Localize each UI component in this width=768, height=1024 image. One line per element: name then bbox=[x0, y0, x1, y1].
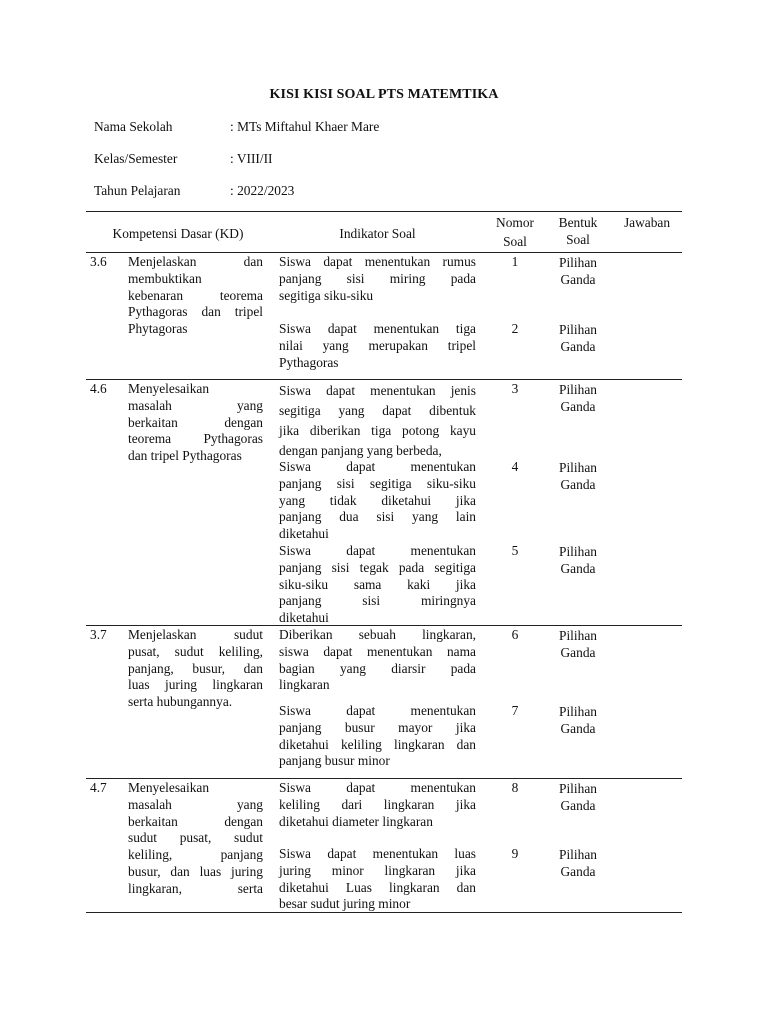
indikator-text bbox=[279, 703, 476, 770]
indikator-line: diketahui bbox=[279, 610, 329, 626]
indikator-line: panjang sisi segitiga siku-siku bbox=[279, 475, 476, 491]
indikator-line: dengan panjang yang berbeda, bbox=[279, 443, 442, 458]
bentuk-line: Pilihan bbox=[559, 382, 597, 397]
kd-line: Menjelaskan sudut bbox=[128, 627, 263, 642]
bentuk-line: Pilihan bbox=[559, 255, 597, 270]
indikator-line: juring minor lingkaran jika bbox=[279, 862, 476, 878]
indikator-line: diketahui diameter lingkaran bbox=[279, 813, 433, 829]
bentuk-line: Ganda bbox=[560, 561, 596, 576]
nomor-soal: 1 bbox=[511, 254, 519, 269]
bentuk-soal bbox=[548, 627, 608, 661]
nomor-soal: 5 bbox=[511, 543, 519, 558]
header-nomor-line2: Soal bbox=[503, 234, 527, 249]
kd-line: keliling, panjang bbox=[128, 847, 263, 863]
meta-label: Nama Sekolah bbox=[94, 119, 173, 134]
indikator-line: nilai yang merupakan tripel bbox=[279, 337, 476, 353]
nomor-soal: 8 bbox=[511, 780, 519, 795]
indikator-line: siku-siku sama kaki jika bbox=[279, 576, 476, 592]
indikator-text bbox=[279, 321, 476, 371]
indikator-line: Siswa dapat menentukan jenis bbox=[279, 383, 476, 398]
bentuk-soal bbox=[548, 543, 608, 577]
indikator-line: diketahui Luas lingkaran dan bbox=[279, 879, 476, 895]
nomor-soal: 4 bbox=[511, 459, 519, 474]
indikator-line: Siswa dapat menentukan bbox=[279, 543, 476, 558]
indikator-text bbox=[279, 459, 476, 543]
kd-line: sudut pusat, sudut bbox=[128, 830, 263, 846]
kd-line: Phytagoras bbox=[128, 321, 188, 337]
kd-line: pusat, sudut keliling, bbox=[128, 643, 263, 659]
indikator-line: Diberikan sebuah lingkaran, bbox=[279, 627, 476, 642]
nomor-soal: 7 bbox=[511, 703, 519, 718]
bentuk-line: Ganda bbox=[560, 477, 596, 492]
bentuk-line: Pilihan bbox=[559, 781, 597, 796]
kd-line: luas juring lingkaran bbox=[128, 677, 263, 693]
bentuk-line: Ganda bbox=[560, 339, 596, 354]
kd-number: 4.6 bbox=[90, 381, 107, 396]
bentuk-line: Ganda bbox=[560, 272, 596, 287]
bentuk-soal bbox=[548, 846, 608, 880]
bentuk-line: Ganda bbox=[560, 645, 596, 660]
kd-text bbox=[128, 780, 263, 898]
kd-line: Pythagoras dan tripel bbox=[128, 304, 263, 320]
indikator-text bbox=[279, 381, 476, 461]
indikator-line: Siswa dapat menentukan bbox=[279, 780, 476, 795]
bentuk-soal bbox=[548, 459, 608, 493]
bentuk-soal bbox=[548, 381, 608, 415]
bentuk-line: Pilihan bbox=[559, 322, 597, 337]
indikator-line: panjang busur minor bbox=[279, 753, 390, 769]
indikator-line: diketahui keliling lingkaran dan bbox=[279, 736, 476, 752]
bentuk-soal bbox=[548, 321, 608, 355]
kd-number: 3.6 bbox=[90, 254, 107, 269]
indikator-text bbox=[279, 254, 476, 304]
bentuk-line: Ganda bbox=[560, 864, 596, 879]
indikator-text bbox=[279, 780, 476, 830]
indikator-line: jika diberikan tiga potong kayu bbox=[279, 423, 476, 438]
indikator-line: Pythagoras bbox=[279, 354, 339, 370]
indikator-line: lingkaran bbox=[279, 677, 330, 693]
bentuk-line: Pilihan bbox=[559, 628, 597, 643]
nomor-soal: 3 bbox=[511, 381, 519, 396]
indikator-text bbox=[279, 543, 476, 627]
bentuk-line: Pilihan bbox=[559, 544, 597, 559]
kd-text bbox=[128, 381, 263, 465]
meta-label: Kelas/Semester bbox=[94, 151, 178, 166]
indikator-line: Siswa dapat menentukan bbox=[279, 459, 476, 474]
header-jawaban: Jawaban bbox=[623, 215, 671, 230]
indikator-line: Siswa dapat menentukan tiga bbox=[279, 321, 476, 336]
kd-line: teorema Pythagoras bbox=[128, 431, 263, 447]
kd-text bbox=[128, 254, 263, 338]
bentuk-line: Pilihan bbox=[559, 847, 597, 862]
indikator-line: segitiga yang dapat dibentuk bbox=[279, 403, 476, 418]
kd-line: kebenaran teorema bbox=[128, 287, 263, 303]
kd-line: berkaitan dengan bbox=[128, 414, 263, 430]
indikator-line: panjang sisi miringnya bbox=[279, 593, 476, 609]
kd-line: panjang, busur, dan bbox=[128, 660, 263, 676]
nomor-soal: 2 bbox=[511, 321, 519, 336]
bentuk-soal bbox=[548, 254, 608, 288]
indikator-line: Siswa dapat menentukan luas bbox=[279, 846, 476, 861]
kd-line: Menjelaskan dan bbox=[128, 254, 263, 269]
kd-number: 4.7 bbox=[90, 780, 107, 795]
indikator-line: Siswa dapat menentukan rumus bbox=[279, 254, 476, 269]
indikator-line: besar sudut juring minor bbox=[279, 896, 411, 912]
meta-value: : VIII/II bbox=[230, 151, 273, 166]
kd-line: dan tripel Pythagoras bbox=[128, 448, 242, 464]
bentuk-line: Ganda bbox=[560, 399, 596, 414]
kd-line: masalah yang bbox=[128, 397, 263, 413]
indikator-line: siswa dapat menentukan nama bbox=[279, 643, 476, 659]
indikator-line: keliling dari lingkaran jika bbox=[279, 796, 476, 812]
kd-line: serta hubungannya. bbox=[128, 694, 233, 710]
header-bentuk-line1: Bentuk bbox=[558, 215, 598, 230]
kd-line: membuktikan bbox=[128, 270, 202, 286]
indikator-text bbox=[279, 627, 476, 694]
indikator-line: panjang sisi tegak pada segitiga bbox=[279, 559, 476, 575]
indikator-line: yang tidak diketahui jika bbox=[279, 492, 476, 508]
kd-number: 3.7 bbox=[90, 627, 107, 642]
kd-line: busur, dan luas juring bbox=[128, 863, 263, 879]
bentuk-soal bbox=[548, 703, 608, 737]
header-nomor bbox=[490, 214, 540, 250]
indikator-line: Siswa dapat menentukan bbox=[279, 703, 476, 718]
indikator-line: diketahui bbox=[279, 526, 329, 542]
header-kd: Kompetensi Dasar (KD) bbox=[112, 226, 244, 241]
indikator-line: bagian yang diarsir pada bbox=[279, 660, 476, 676]
bentuk-line: Pilihan bbox=[559, 704, 597, 719]
table-top-border bbox=[86, 211, 682, 212]
kd-line: berkaitan dengan bbox=[128, 813, 263, 829]
kd-line: lingkaran, serta bbox=[128, 880, 263, 896]
bentuk-line: Pilihan bbox=[559, 460, 597, 475]
kd-line: Menyelesaikan bbox=[128, 381, 210, 396]
nomor-soal: 9 bbox=[511, 846, 519, 861]
bentuk-line: Ganda bbox=[560, 798, 596, 813]
header-nomor-line1: Nomor bbox=[496, 215, 534, 230]
indikator-line: panjang sisi miring pada bbox=[279, 270, 476, 286]
meta-value: : 2022/2023 bbox=[230, 183, 295, 198]
indikator-line: segitiga siku-siku bbox=[279, 287, 374, 303]
bentuk-line: Ganda bbox=[560, 721, 596, 736]
nomor-soal: 6 bbox=[511, 627, 519, 642]
bentuk-soal bbox=[548, 780, 608, 814]
kd-text bbox=[128, 627, 263, 711]
table-row-divider bbox=[86, 778, 682, 779]
meta-value: : MTs Miftahul Khaer Mare bbox=[230, 119, 380, 134]
indikator-line: panjang dua sisi yang lain bbox=[279, 509, 476, 525]
header-indikator: Indikator Soal bbox=[339, 226, 416, 241]
document-title: KISI KISI SOAL PTS MATEMTIKA bbox=[269, 87, 499, 102]
kd-line: masalah yang bbox=[128, 796, 263, 812]
table-row-divider bbox=[86, 379, 682, 380]
header-bentuk bbox=[548, 214, 608, 248]
table-header-border bbox=[86, 252, 682, 253]
kd-line: Menyelesaikan bbox=[128, 780, 210, 795]
meta-label: Tahun Pelajaran bbox=[94, 183, 181, 198]
indikator-line: panjang busur mayor jika bbox=[279, 719, 476, 735]
indikator-text bbox=[279, 846, 476, 913]
header-bentuk-line2: Soal bbox=[566, 232, 590, 247]
